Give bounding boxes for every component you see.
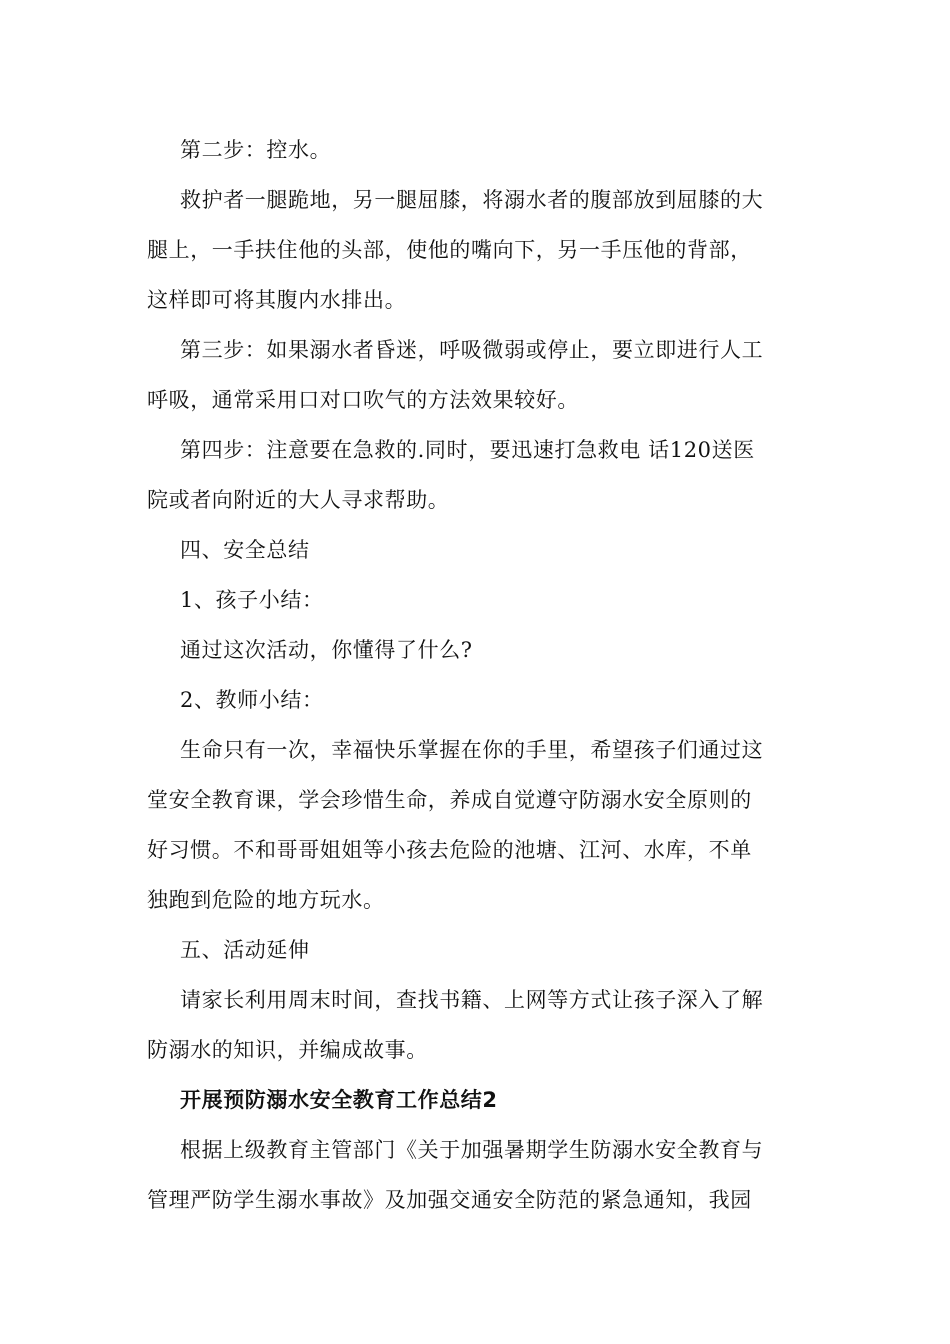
- paragraph-line: 通过这次活动，你懂得了什么?: [180, 638, 473, 662]
- subsection-heading: 1、孩子小结：: [180, 588, 324, 612]
- paragraph-line: 这样即可将其腹内水排出。: [147, 288, 407, 312]
- paragraph-line: 防溺水的知识，并编成故事。: [147, 1038, 428, 1062]
- paragraph-line: 院或者向附近的大人寻求帮助。: [147, 488, 450, 512]
- step-two-heading: 第二步：控水。: [180, 138, 332, 162]
- step-three-line: 第三步：如果溺水者昏迷，呼吸微弱或停止，要立即进行人工: [180, 338, 764, 362]
- paragraph-line: 呼吸，通常采用口对口吹气的方法效果较好。: [147, 388, 579, 412]
- paragraph-line: 请家长利用周末时间，查找书籍、上网等方式让孩子深入了解: [180, 988, 764, 1012]
- paragraph-line: 管理严防学生溺水事故》及加强交通安全防范的紧急通知，我园: [147, 1188, 752, 1212]
- paragraph-line: 救护者一腿跪地，另一腿屈膝，将溺水者的腹部放到屈膝的大: [180, 188, 764, 212]
- section-heading: 五、活动延伸: [180, 938, 310, 962]
- paragraph-line: 堂安全教育课，学会珍惜生命，养成自觉遵守防溺水安全原则的: [147, 788, 752, 812]
- section-heading: 四、安全总结: [180, 538, 310, 562]
- paragraph-line: 生命只有一次，幸福快乐掌握在你的手里，希望孩子们通过这: [180, 738, 764, 762]
- article-title: 开展预防溺水安全教育工作总结2: [180, 1088, 498, 1112]
- paragraph-line: 腿上，一手扶住他的头部，使他的嘴向下，另一手压他的背部，: [147, 238, 752, 262]
- paragraph-line: 好习惯。不和哥哥姐姐等小孩去危险的池塘、江河、水库，不单: [147, 838, 752, 862]
- step-four-line: 第四步：注意要在急救的.同时，要迅速打急救电 话120送医: [180, 438, 755, 462]
- subsection-heading: 2、教师小结：: [180, 688, 324, 712]
- paragraph-line: 根据上级教育主管部门《关于加强暑期学生防溺水安全教育与: [180, 1138, 764, 1162]
- paragraph-line: 独跑到危险的地方玩水。: [147, 888, 385, 912]
